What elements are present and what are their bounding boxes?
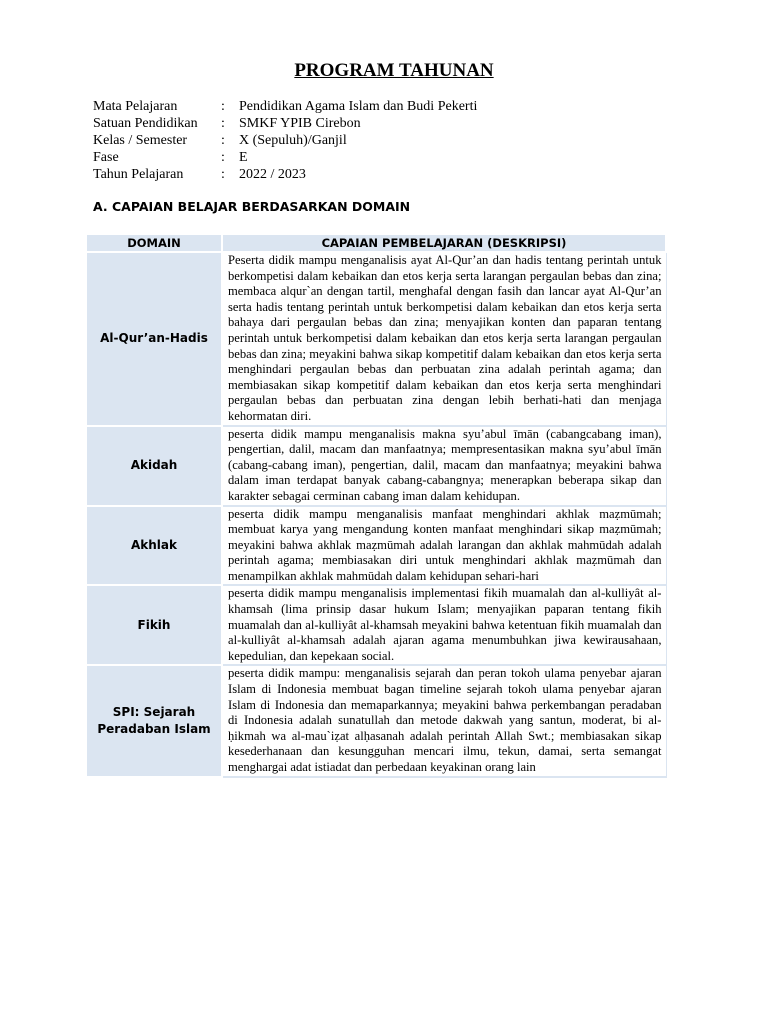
- meta-value: Pendidikan Agama Islam dan Budi Pekerti: [239, 99, 478, 114]
- meta-value: E: [239, 150, 248, 165]
- domain-cell: Akhlak: [87, 506, 222, 586]
- meta-label: Kelas / Semester: [93, 133, 188, 148]
- meta-value: 2022 / 2023: [239, 167, 306, 182]
- table-row: [87, 665, 666, 776]
- meta-label: Satuan Pendidikan: [93, 116, 198, 131]
- description-cell: Peserta didik mampu menganalisis ayat Al-Qur’an dan hadis tentang perintah untuk berkompetisi dalam kebaikan dan etos kerja serta larangan pergaulan bebas dan zina; membaca alqur`an dengan tartil, menghafal dengan fasih dan lancar ayat Al-Qur’an serta hadis tentang perintah untuk berkompetisi dalam kebaikan dan etos kerja serta bahaya dari pergaulan bebas dan zina; menyajikan konten dan paparan tentang perintah untuk berkompetisi dalam kebaikan dan etos kerja serta larangan pergaulan bebas dan zina; meyakini bahwa sikap kompetitif dalam kebaikan dan etos kerja serta menghindari pergaulan bebas dan perbuatan zina adalah perintah agama; dan membiasakan sikap kompetitif dalam kebaikan dan etos kerja serta menghindari pergaulan bebas dan perbuatan zina dengan lebih berhati-hati dan menjaga kehormatan diri.: [222, 252, 666, 426]
- table-row: [87, 585, 666, 665]
- description-cell: peserta didik mampu menganalisis implementasi fikih muamalah dan al-kulliyât al-khamsah (lima prinsip dasar hukum Islam; menyajikan paparan tentang fikih muamalah dan al-kulliyât al-khamsah meyakini bahwa ketentuan fikih muamalah dan al-kulliyât al-khamsah adalah ajaran agama menumbuhkan jiwa kewirausahaan, kepedulian, dan kepekaan social.: [222, 585, 666, 665]
- meta-value: X (Sepuluh)/Ganjil: [239, 133, 347, 148]
- meta-label: Fase: [93, 150, 119, 165]
- meta-colon: :: [221, 167, 225, 182]
- meta-colon: :: [221, 150, 225, 165]
- table-header-row: [87, 235, 666, 252]
- meta-colon: :: [221, 116, 225, 131]
- meta-row-class: [93, 132, 477, 149]
- table-row: [87, 426, 666, 506]
- table-row: [87, 506, 666, 586]
- meta-label: Mata Pelajaran: [93, 99, 178, 114]
- meta-row-phase: [93, 149, 477, 166]
- meta-row-year: [93, 166, 477, 183]
- metadata-block: [93, 98, 477, 183]
- page-title: PROGRAM TAHUNAN: [294, 60, 494, 81]
- meta-row-subject: [93, 98, 477, 115]
- description-cell: peserta didik mampu menganalisis makna syu’abul īmān (cabangcabang iman), pengertian, dalil, macam dan manfaatnya; mempresentasikan makna syu’abul īmān (cabang-cabang iman), pengertian, dalil, macam dan manfaatnya; meyakini bahwa dalam iman terdapat banyak cabang-cabangnya; menerapkan beberapa sikap dan karakter sebagai cerminan cabang iman dalam kehidupan.: [222, 426, 666, 506]
- meta-colon: :: [221, 99, 225, 114]
- column-header-domain: DOMAIN: [87, 235, 222, 252]
- description-cell: peserta didik mampu menganalisis manfaat menghindari akhlak maẓmūmah; membuat karya yang mengandung konten manfaat menghindari sikap maẓmūmah; meyakini bahwa akhlak maẓmūmah adalah larangan dan akhlak mahmūdah adalah perintah agama; membiasakan diri untuk menghindari akhlak maẓmūmah dan menampilkan akhlak mahmūdah dalam kehidupan sehari-hari: [222, 506, 666, 586]
- domain-cell: Akidah: [87, 426, 222, 506]
- description-cell: peserta didik mampu: menganalisis sejarah dan peran tokoh ulama penyebar ajaran Islam di Indonesia membuat bagan timeline sejarah tokoh ulama penyebar ajaran Islam di Indonesia dan memaparkannya; meyakini bahwa perkembangan peradaban di Indonesia adalah sunatullah dan metode dakwah yang santun, moderat, bi al-ḥikmah wa al-mau`iẓat alḥasanah adalah perintah Allah Swt.; membiasakan sikap kesederhanaan dan kesungguhan mencari ilmu, tekun, damai, serta semangat menghargai adat istiadat dan perbedaan keyakinan orang lain: [222, 665, 666, 776]
- meta-value: SMKF YPIB Cirebon: [239, 116, 361, 131]
- meta-row-school: [93, 115, 477, 132]
- domain-cell: SPI: Sejarah Peradaban Islam: [87, 665, 222, 776]
- domain-cell: Al-Qur’an-Hadis: [87, 252, 222, 426]
- meta-label: Tahun Pelajaran: [93, 167, 184, 182]
- section-heading: A. CAPAIAN BELAJAR BERDASARKAN DOMAIN: [93, 199, 411, 214]
- column-header-description: CAPAIAN PEMBELAJARAN (DESKRIPSI): [222, 235, 666, 252]
- table-row: [87, 252, 666, 426]
- domain-cell: Fikih: [87, 585, 222, 665]
- meta-colon: :: [221, 133, 225, 148]
- learning-outcomes-table: [87, 235, 667, 778]
